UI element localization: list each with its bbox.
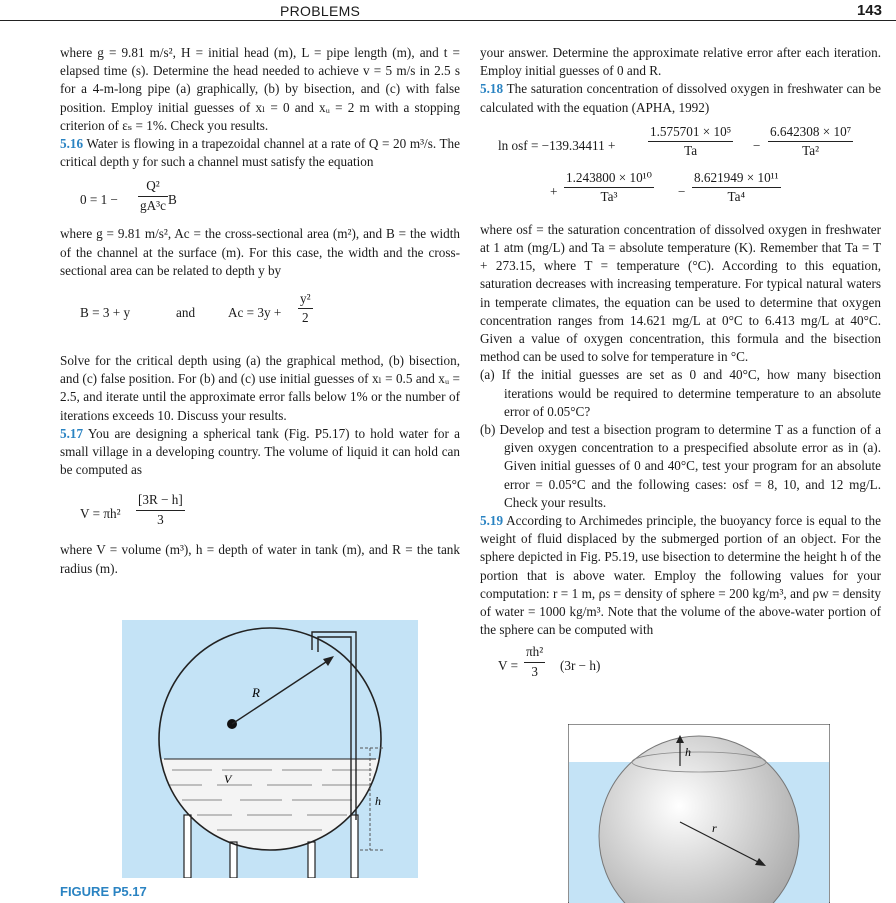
problem-5-17 [60, 425, 460, 480]
eq-lhs: V = [498, 658, 519, 674]
eq-lhs: V = πh² [80, 506, 121, 522]
eq-lhs: 0 = 1 − [80, 192, 118, 208]
volume-label: V [224, 772, 232, 786]
problem-number: 5.16 [60, 136, 84, 152]
page-number: 143 [856, 2, 882, 19]
page-header [0, 0, 896, 24]
eq-numerator: [3R − h] [136, 491, 185, 510]
paragraph-where-osf: where osf = the saturation concentration of dissolved oxygen in freshwater at 1 atm (mg/L) and Ta = absolute temperature (K). Remember that Ta = T + 273.15, where T = temperature (°C). According to this equation, saturation decreases with increasing temperature. For typical natural waters in temperate climates, the equation can be used to determine that oxygen concentration ranges from 14.621 mg/L at 0°C to 6.413 mg/L at 40°C. Given a value of oxygen concentration, this formula and the bisection method can be used to solve for temperature in °C. [480, 221, 881, 365]
eq-operator: − [753, 137, 761, 153]
paragraph-where-v: where V = volume (m³), h = depth of water in tank (m), and R = the tank radius (m). [60, 542, 460, 576]
eq-operator: + [550, 183, 558, 199]
paragraph-solve: Solve for the critical depth using (a) the graphical method, (b) bisection, and (c) false position. For (b) and (c) use initial guesses of xₗ = 0.5 and xᵤ = 2.5, and iterate until the approximate error falls below 1% or the number of iterations exceeds 10. Discuss your results. [60, 353, 460, 423]
tank-leg [230, 842, 237, 878]
tank-leg [184, 815, 191, 878]
eq-area: Ac = 3y + [228, 305, 282, 321]
eq-denominator: Ta [684, 143, 698, 159]
problem-text: Water is flowing in a trapezoidal channel at a rate of Q = 20 m³/s. The critical depth y for such a channel must satisfy the equation [60, 136, 461, 170]
eq-numerator: 8.621949 × 10¹¹ [692, 169, 781, 188]
eq-term-4 [692, 169, 781, 206]
eq-numerator: πh² [524, 643, 545, 662]
eq-denominator: Ta² [802, 143, 820, 159]
header-rule [0, 20, 896, 21]
eq-fraction [524, 643, 545, 680]
section-title: PROBLEMS [280, 3, 361, 19]
equation-critical-depth [60, 175, 460, 225]
eq-term-2 [768, 123, 853, 160]
figure-caption: FIGURE P5.17 [60, 884, 147, 899]
problem-number: 5.19 [480, 513, 504, 529]
radius-label: R [252, 685, 260, 700]
eq-fraction [298, 290, 313, 327]
equation-oxygen [480, 121, 881, 221]
eq-lhs: ln osf = −139.34411 + [498, 137, 616, 153]
eq-fraction [138, 177, 168, 214]
problem-5-18 [480, 80, 881, 116]
eq-numerator: 6.642308 × 10⁷ [768, 123, 853, 142]
problem-number: 5.17 [60, 425, 84, 441]
eq-denominator: Ta⁴ [727, 189, 746, 205]
eq-denominator: 3 [531, 663, 538, 679]
right-column [480, 44, 881, 687]
subproblem-b: (b) Develop and test a bisection program to determine T as a function of a given oxygen concentration to a prespecified absolute error as in (a). Given initial guesses of 0 and 40°C, test your program for an absolute error = 0.05°C and the following cases: osf = 8, 10, and 12 mg/L. Check your results. [480, 422, 881, 510]
eq-rhs: B [168, 192, 177, 208]
problem-number: 5.18 [480, 81, 504, 97]
equation-cap-volume [480, 643, 881, 687]
eq-denominator: gA³c [140, 197, 166, 213]
problem-text: The saturation concentration of dissolved oxygen in freshwater can be calculated with the equation (APHA, 1992) [480, 81, 881, 115]
radius-label: r [712, 821, 717, 835]
eq-term-3 [564, 169, 654, 206]
eq-numerator: Q² [138, 177, 168, 196]
subproblem-a: (a) If the initial guesses are set as 0 and 40°C, how many bisection iterations would be required to determine temperature to an absolute error of 0.05°C? [480, 367, 881, 419]
eq-numerator: y² [298, 290, 313, 309]
eq-denominator: 2 [301, 310, 309, 326]
problem-5-16 [60, 135, 460, 171]
eq-fraction [136, 491, 185, 528]
eq-rhs: (3r − h) [560, 658, 601, 674]
problem-text: According to Archimedes principle, the buoyancy force is equal to the weight of fluid displaced by the submerged portion of an object. For the sphere depicted in Fig. P5.19, use bisection to determine the height h of the portion that is above water. Employ the following values for your computation: r = 1 m, ρs = density of sphere = 200 kg/m³, and ρw = density of water = 1000 kg/m³. Note that the volume of the above-water portion of the sphere can be computed with [480, 513, 881, 638]
eq-denominator: Ta³ [600, 189, 618, 205]
left-column [60, 44, 460, 578]
height-label: h [375, 794, 381, 808]
paragraph-continued: where g = 9.81 m/s², H = initial head (m), L = pipe length (m), and t = elapsed time (s). Determine the head needed to achieve v = 5 m/s in 2.5 s for a 4-m-long pipe (a) graphically, (b) by bisection, and (c) with false position. Employ initial guesses of xₗ = 0 and xᵤ = 2 m with a stopping criterion of εₛ = 1%. Check you results. [60, 45, 460, 133]
equation-tank-volume [60, 485, 460, 541]
equation-width-area [60, 280, 460, 336]
figure-p5-19 [568, 724, 830, 903]
problem-text: You are designing a spherical tank (Fig. P5.17) to hold water for a small village in a developing country. The volume of liquid it can hold can be computed as [60, 425, 461, 478]
tank-leg [308, 842, 315, 878]
tank-leg [351, 815, 358, 878]
paragraph-continued: your answer. Determine the approximate relative error after each iteration. Employ initial guesses of 0 and R. [480, 45, 881, 79]
eq-denominator: 3 [157, 511, 164, 527]
height-label: h [685, 745, 691, 759]
paragraph-where-g: where g = 9.81 m/s², Ac = the cross-sectional area (m²), and B = the width of the channel at the surface (m). For this case, the width and the cross-sectional area can be related to depth y by [60, 226, 460, 278]
eq-operator: − [678, 183, 686, 199]
eq-numerator: 1.243800 × 10¹⁰ [564, 169, 654, 188]
eq-and: and [176, 305, 196, 321]
eq-width: B = 3 + y [80, 305, 131, 321]
eq-term-1 [648, 123, 733, 160]
problem-5-19 [480, 512, 881, 639]
eq-numerator: 1.575701 × 10⁵ [648, 123, 733, 142]
figure-p5-17 [122, 620, 418, 878]
